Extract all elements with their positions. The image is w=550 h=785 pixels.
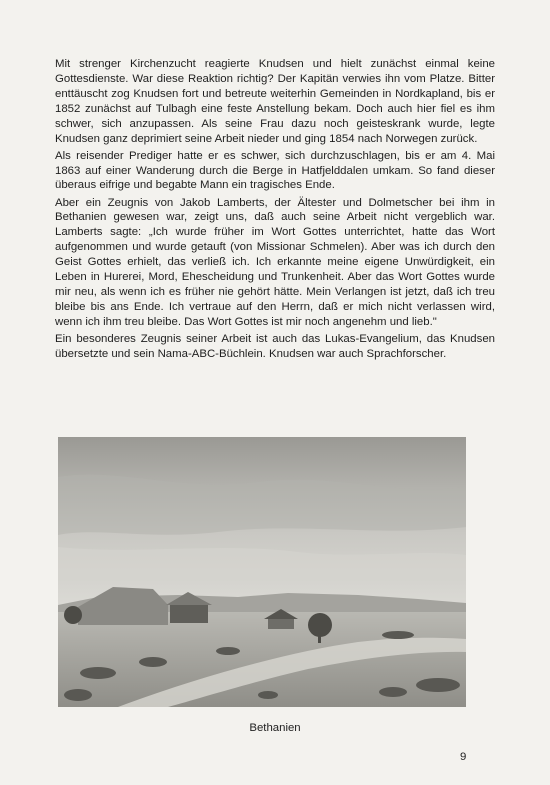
paragraph-1: Mit strenger Kirchenzucht reagierte Knudsen und hielt zunächst einmal keine Gottesdienste. War diese Reaktion richtig? Der Kapitän verwies ihn vom Platze. Bitter enttäuscht zog Knudsen fort und betreute weiterhin Gemeinden in Nordkapland, bis er 1852 zunächst auf Tulbagh eine feste Anstellung bekam. Doch auch hier fiel es ihm schwer, sich anzupassen. Als seine Frau dazu noch geisteskrank wurde, legte Knudsen ganz deprimiert seine Arbeit nieder und ging 1854 nach Norwegen zurück. xyxy=(55,58,495,145)
paragraph-2: Als reisender Prediger hatte er es schwer, sich durchzuschlagen, bis er am 4. Mai 1863 auf einer Wanderung durch die Berge in Hatfjelddalen umkam. So fand dieser überaus eifrige und begabte Mann ein tragisches Ende. xyxy=(55,149,495,192)
paragraph-4: Ein besonderes Zeugnis seiner Arbeit ist auch das Lukas-Evangelium, das Knudsen übersetzte und sein Nama-ABC-Büchlein. Knudsen war auch Sprachforscher. xyxy=(55,332,495,360)
body-text xyxy=(55,57,495,364)
page-number: 9 xyxy=(460,751,467,763)
illustration-bethanien xyxy=(58,437,466,707)
figure-caption: Bethanien xyxy=(249,722,301,734)
paragraph-3: Aber ein Zeugnis von Jakob Lamberts, der Ältester und Dolmetscher bei ihm in Bethanien gewesen war, zeigt uns, daß auch seine Arbeit nicht vergeblich war. Lamberts sagte: „Ich wurde früher im Wort Gottes unterrichtet, hatte das Wort aufgenommen und wurde getauft (von Missionar Schmelen). Aber was ich durch den Geist Gottes erhielt, das verließ ich. Ich erkannte meine eigene Unwürdigkeit, ein Leben in Hurerei, Mord, Ehescheidung und Trunkenheit. Aber das Wort Gottes wurde mir neu, als wenn ich es früher nie gehört hätte. Mein Verlangen ist jetzt, daß ich treu bleibe bis ans Ende. Ich vertraue auf den Herrn, daß er mich nicht verlassen wird, wenn ich ihm treu bleibe. Das Wort Gottes ist mir noch angenehm und lieb." xyxy=(55,196,495,328)
